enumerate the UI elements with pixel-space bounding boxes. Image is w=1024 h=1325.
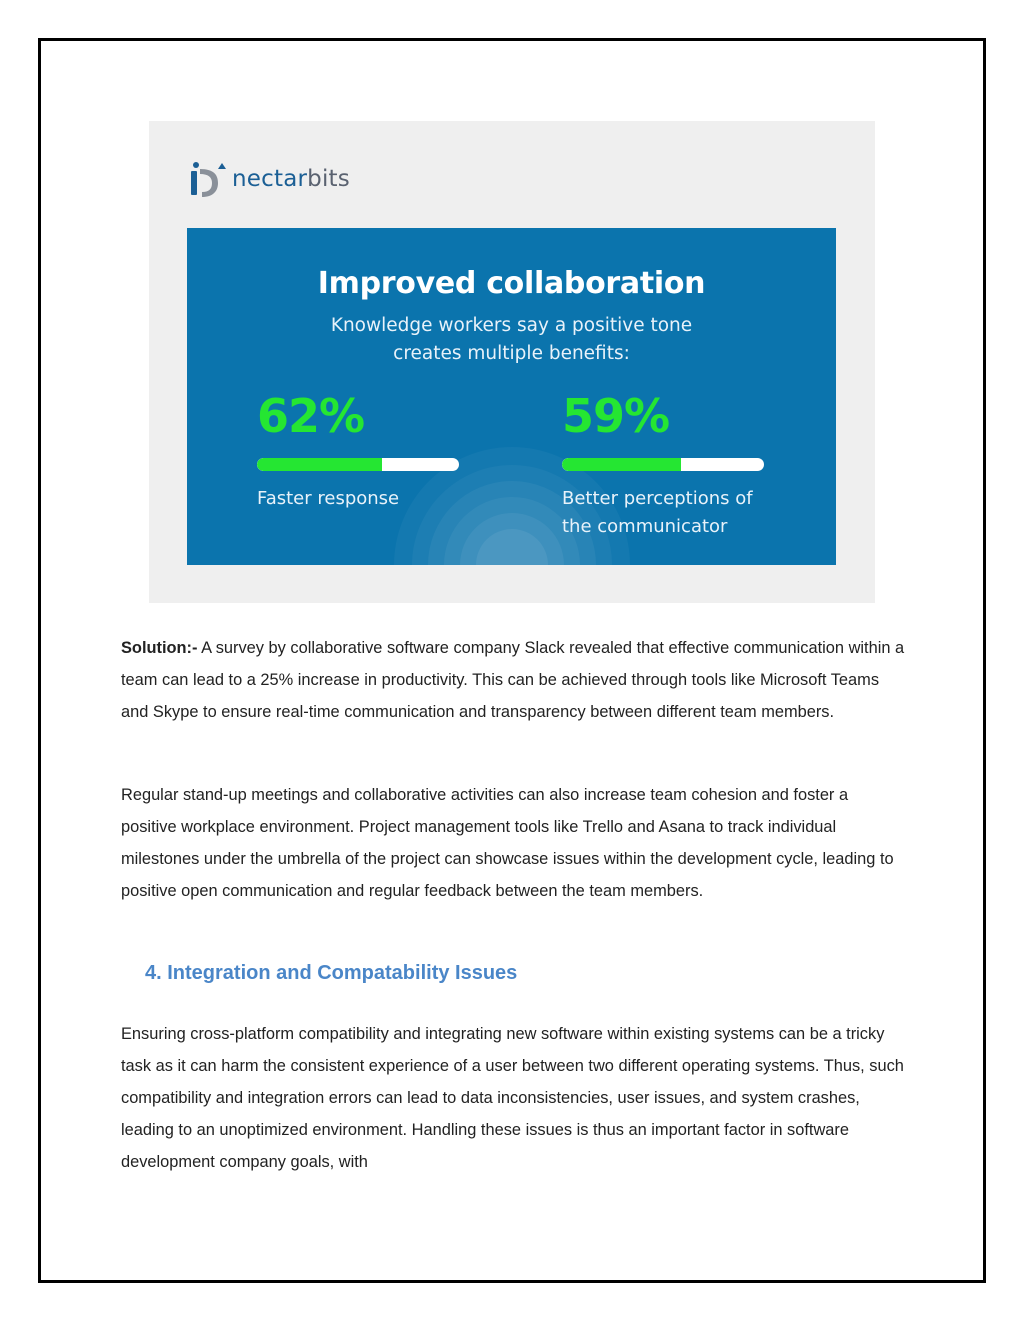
solution-text: A survey by collaborative software company Slack revealed that effective communication within a team can lead to a 25% increase in productivity. This can be achieved through tools like Microsoft Teams and Skype to ensure real-time communication and transparency between different team members. [121,639,905,721]
collaboration-panel [187,228,836,565]
stat-label-line-2: the communicator [562,516,728,537]
stat-faster-response [257,388,467,513]
stat-label-line-1: Better perceptions of [562,488,753,509]
stat-better-perceptions [562,388,772,541]
progress-bar [257,458,459,471]
nectarbits-logo-icon [188,159,230,199]
progress-bar [562,458,764,471]
nectarbits-logo [188,159,350,199]
logo-text-bits: bits [307,166,350,192]
paragraph-integration: Ensuring cross-platform compatibility and integrating new software within existing systems can be a tricky task as it can harm the consistent experience of a user between two different operating systems. Thus, such compatibility and integration errors can lead to data inconsistencies, user issues, and system crashes, leading to an unoptimized environment. Handling these issues is thus an important factor in software development company goals, with [121,1025,904,1171]
stat-label [257,485,467,513]
panel-title: Improved collaboration [317,266,706,301]
panel-subtitle [187,312,836,368]
infographic-image [149,121,875,603]
stat-label-line-1: Faster response [257,488,400,509]
solution-paragraph [121,632,906,728]
paragraph-standup-meetings: Regular stand-up meetings and collaborative activities can also increase team cohesion and foster a positive workplace environment. Project management tools like Trello and Asana to track individual milestones under the umbrella of the project can showcase issues within the development cycle, leading to positive open communication and regular feedback between the team members. [121,786,894,900]
stat-value: 62% [257,389,365,443]
logo-wordmark [232,166,350,192]
logo-text-nectar: nectar [232,166,308,192]
panel-subtitle-line-2: creates multiple benefits: [393,343,630,364]
stat-label [562,485,772,541]
progress-bar-fill [562,458,681,471]
section-heading: 4. Integration and Compatability Issues [145,962,518,984]
panel-subtitle-line-1: Knowledge workers say a positive tone [330,315,693,336]
solution-label: Solution:- [121,639,198,657]
stat-value: 59% [562,389,670,443]
progress-bar-fill [257,458,382,471]
